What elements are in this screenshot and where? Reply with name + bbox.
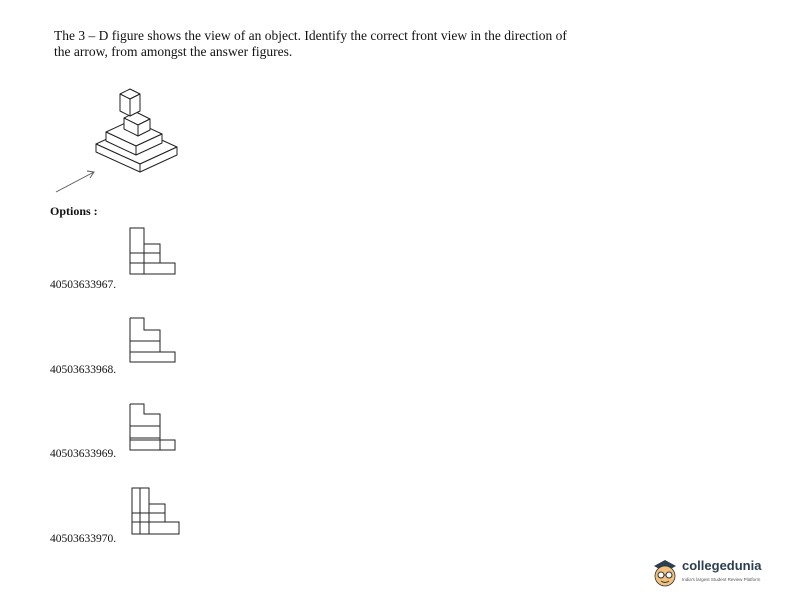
mascot-icon bbox=[650, 556, 680, 590]
option-id-2: 40503633968. bbox=[50, 364, 117, 376]
option-figure-3 bbox=[130, 404, 175, 450]
options-heading: Options : bbox=[50, 204, 98, 218]
option-id-3: 40503633969. bbox=[50, 448, 117, 460]
question-line-2: the arrow, from amongst the answer figures. bbox=[54, 44, 293, 59]
option-id-1: 40503633967. bbox=[50, 279, 117, 291]
direction-arrow bbox=[56, 171, 94, 192]
option-figure-2 bbox=[130, 318, 175, 362]
isometric-object-figure bbox=[50, 76, 190, 198]
logo-tagline: India's largest Student Review Platform bbox=[682, 577, 761, 582]
option-id-4: 40503633970. bbox=[50, 533, 117, 545]
option-figure-4 bbox=[132, 488, 179, 534]
question-line-1: The 3 – D figure shows the view of an object. Identify the correct front view in the direction of bbox=[54, 28, 567, 43]
collegedunia-logo bbox=[650, 556, 780, 592]
question-text bbox=[54, 28, 614, 60]
logo-name: collegedunia bbox=[682, 558, 762, 573]
option-figure-1 bbox=[128, 226, 178, 276]
